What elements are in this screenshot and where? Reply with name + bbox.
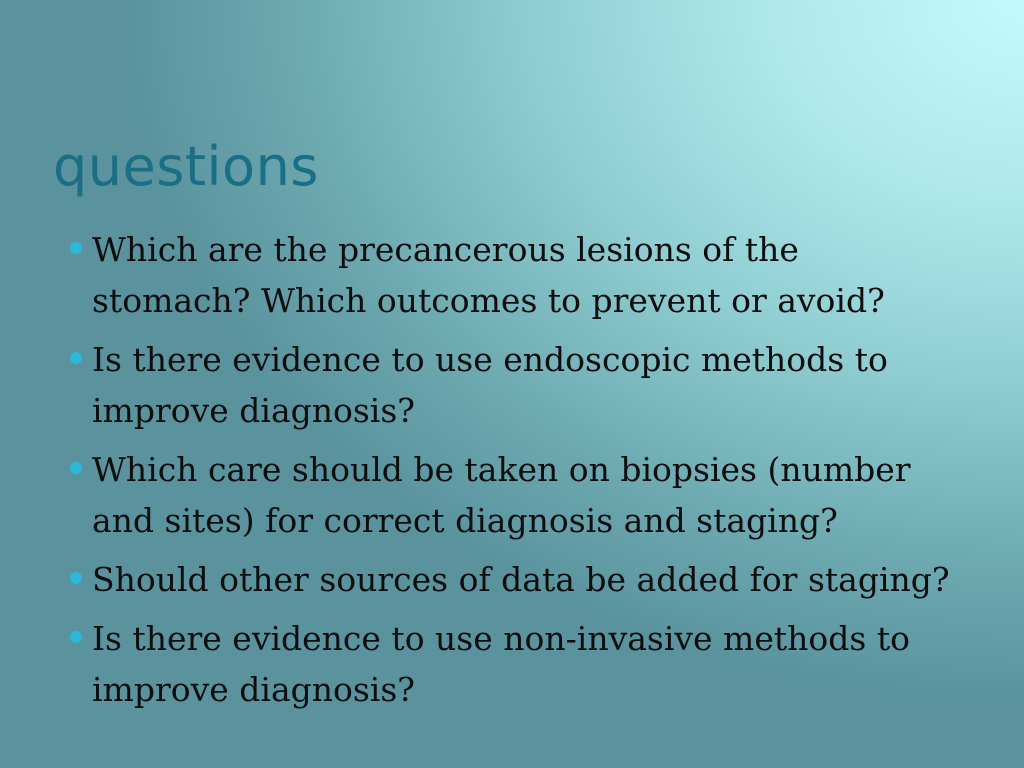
bullet-item xyxy=(64,554,964,605)
bullet-dot-icon xyxy=(70,572,82,584)
bullet-text: Is there evidence to use endoscopic methods to improve diagnosis? xyxy=(92,340,888,430)
bullet-dot-icon xyxy=(70,352,82,364)
bullet-text: Which care should be taken on biopsies (number and sites) for correct diagnosis and staging? xyxy=(92,450,911,540)
bullet-text: Should other sources of data be added for staging? xyxy=(92,560,950,599)
bullet-item xyxy=(64,224,964,326)
bullet-dot-icon xyxy=(70,631,82,643)
bullet-text: Which are the precancerous lesions of the stomach? Which outcomes to prevent or avoid? xyxy=(92,230,885,320)
bullet-item xyxy=(64,334,964,436)
bullet-dot-icon xyxy=(70,462,82,474)
bullet-item xyxy=(64,444,964,546)
bullet-dot-icon xyxy=(70,242,82,254)
bullet-item xyxy=(64,613,964,715)
bullet-list xyxy=(64,224,964,723)
slide-title: questions xyxy=(53,135,319,198)
bullet-text: Is there evidence to use non-invasive methods to improve diagnosis? xyxy=(92,619,910,709)
